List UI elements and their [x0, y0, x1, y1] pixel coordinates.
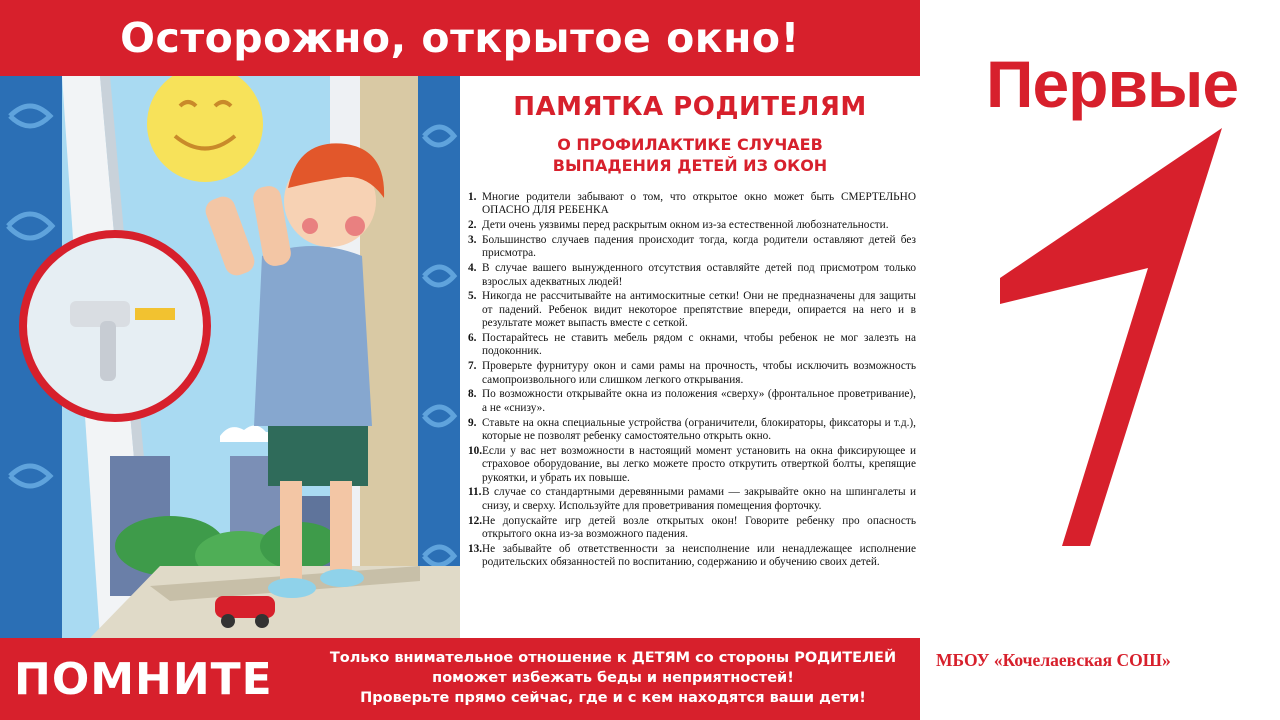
memo-subtitle [460, 134, 920, 176]
rule-item: 1. Многие родители забывают о том, что открытое окно может быть СМЕРТЕЛЬНО ОПАСНО ДЛЯ РЕБЕНКА [468, 191, 916, 217]
memo-panel [460, 76, 920, 638]
brand-word: Первые [986, 47, 1239, 121]
remember-heading: ПОМНИТЕ [14, 653, 273, 705]
poster-heading: Осторожно, открытое окно! [120, 14, 800, 62]
rule-item: 5. Никогда не рассчитывайте на антимоскитные сетки! Они не предназначены для защиты от падений. Ребенок видит некоторое препятствие впереди, опирается на него и в результате может выпасть вместе с сеткой. [468, 290, 916, 330]
memo-subtitle-line-2: ВЫПАДЕНИЯ ДЕТЕЙ ИЗ ОКОН [552, 156, 828, 175]
rule-item: 9. Ставьте на окна специальные устройства (ограничители, блокираторы, фиксаторы и т.д.), которые не позволят ребенку самостоятельно открыть окно. [468, 416, 916, 443]
poster-heading-banner [0, 0, 920, 76]
memo-subtitle-line-1: О ПРОФИЛАКТИКЕ СЛУЧАЕВ [557, 135, 823, 154]
brand-one-logo [990, 128, 1230, 562]
remember-line-2: поможет избежать беды и неприятностей! [432, 670, 794, 686]
rule-item: 12.Не допускайте игр детей возле открытых окон! Говорите ребенку про опасность открытого окна из-за возможного падения. [468, 514, 916, 541]
rule-item: 3. Большинство случаев падения происходит тогда, когда родители оставляют детей без присмотра. [468, 234, 916, 260]
remember-line-1: Только внимательное отношение к ДЕТЯМ со стороны РОДИТЕЛЕЙ [329, 650, 897, 666]
rules-list [468, 191, 916, 571]
rule-item: 2. Дети очень уязвимы перед раскрытым окном из-за естественной любознательности. [468, 219, 889, 232]
window-illustration [0, 76, 460, 638]
remember-banner [0, 638, 920, 720]
rule-item: 10.Если у вас нет возможности в настоящий момент установить на окна фиксирующее и страховое оборудование, вы легко можете просто открутить отверткой болты, крепящие рукоятки, и убрать их повыше. [468, 444, 916, 484]
rule-item: 6. Постарайтесь не ставить мебель рядом с окнами, чтобы ребенок не мог залезть на подоконник. [468, 332, 916, 358]
rule-item: 4. В случае вашего вынужденного отсутствия оставляйте детей под присмотром только взрослых адекватных людей! [468, 262, 916, 288]
rule-item: 13.Не забывайте об ответственности за неисполнение или ненадлежащее исполнение родительских обязанностей по воспитанию, содержанию и обучению своих детей. [468, 542, 916, 569]
memo-title: ПАМЯТКА РОДИТЕЛЯМ [513, 92, 867, 122]
remember-message [318, 648, 908, 708]
remember-line-3: Проверьте прямо сейчас, где и с кем находятся ваши дети! [360, 690, 866, 706]
rule-item: 11.В случае со стандартными деревянными рамами — закрывайте окно на шпингалеты и снизу, и сверху. Используйте для проветривания помещения форточку. [468, 486, 916, 512]
school-name: МБОУ «Кочелаевская СОШ» [936, 650, 1171, 670]
rule-item: 7. Проверьте фурнитуру окон и сами рамы на прочность, чтобы исключить возможность самопроизвольного или слишком легкого открывания. [468, 360, 916, 386]
rule-item: 8. По возможности открывайте окна из положения «сверху» (фронтальное проветривание), а не «снизу». [468, 388, 916, 414]
